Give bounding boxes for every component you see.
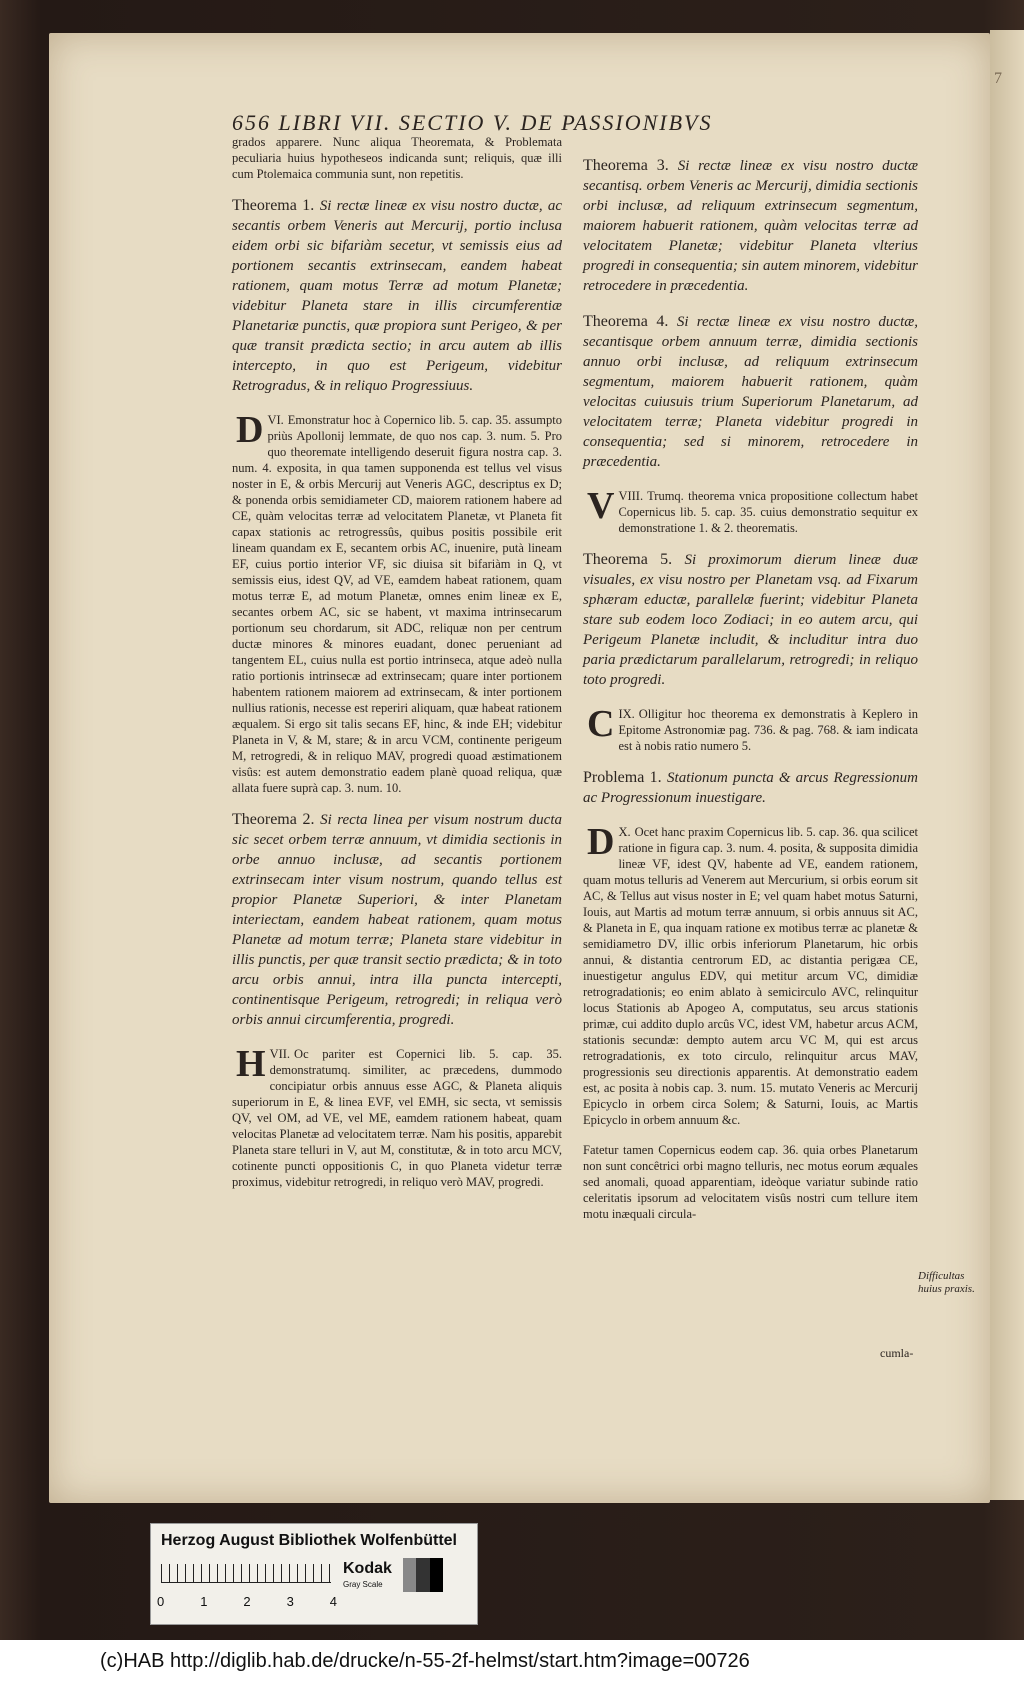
- drop-cap: C: [587, 703, 615, 745]
- paragraph-number: IX.: [618, 707, 635, 721]
- paragraph-number: VII.: [269, 1047, 291, 1061]
- numbered-paragraph: [583, 485, 918, 536]
- drop-cap: D: [236, 409, 264, 451]
- theorem-text: Stationum puncta & arcus Regressionum ac Progressionum inuestigare.: [583, 770, 918, 806]
- paragraph-number: VIII.: [618, 489, 644, 503]
- scale-ruler: [161, 1564, 331, 1583]
- ruler-tick-label: 1: [200, 1594, 208, 1609]
- body-text: grados apparere. Nunc aliqua Theoremata, & Problemata peculiaria huius hypotheseos indicanda sunt; reliquis, quæ illi cum Ptolemaica communia sunt, non repetitis.: [232, 135, 562, 181]
- theorem-block: [583, 550, 918, 690]
- ruler-tick-label: 4: [329, 1594, 337, 1609]
- adjacent-page-edge: 7: [990, 30, 1024, 1500]
- footer-bar: [0, 1640, 1024, 1684]
- right-column: [583, 156, 918, 1236]
- paragraph-number: VI.: [267, 413, 284, 427]
- catchword: cumla-: [880, 1346, 914, 1360]
- paragraph-text: Oc pariter est Copernici lib. 5. cap. 35. demonstratumq. similiter, ac præcedens, dummodo concipiatur orbis annuus esse AGC, & Planeta aliquis superiorum in E, & linea EVF, vel EMH, sic secta, vt semissis QV, vel OM, ad VE, vel ME, eamdem rationem habeat, quam velocitas Planetæ ad velocitatem terræ. Nam his positis, apparebit Planeta stare telluri in V, aut M, constitutæ, & in toto arcu MCV, cotinente puncti oppositionis C, in quo Planeta videtur terræ proximus, videbitur retrogredi, in reliquo verò MAV, progredi.: [232, 1047, 562, 1189]
- theorem-label: Problema 1.: [583, 769, 668, 786]
- numbered-paragraph: [583, 703, 918, 754]
- ruler-ticks: [157, 1594, 337, 1609]
- kodak-logo: Kodak: [343, 1560, 392, 1577]
- paragraph-number: X.: [618, 825, 631, 839]
- footer-url: (c)HAB http://diglib.hab.de/drucke/n-55-2f-helmst/start.htm?image=00726: [100, 1650, 750, 1672]
- gray-swatches: [403, 1558, 443, 1592]
- theorem-label: Theorema 5.: [583, 551, 685, 568]
- theorem-text: Si rectæ lineæ ex visu nostro ductæ, secantisque orbem annuum terræ, dimidia sectionis annuo orbi inclusæ, ad reliquum extrinsecum segmentum, maiorem habuerit rationem, quàm velocitas cuiusuis trium Superiorum Planetarum, ad velocitatem terræ; Planeta videbitur progredi in consequentia; sed si minorem, retrocedere in præcedentia.: [583, 314, 918, 470]
- theorem-label: Theorema 4.: [583, 313, 677, 330]
- drop-cap: D: [587, 821, 615, 863]
- theorem-label: Theorema 3.: [583, 157, 678, 174]
- theorem-text: Si rectæ lineæ ex visu nostro ductæ, ac secantis orbem Veneris aut Mercurij, portio inclusa eidem orbi sic bifariàm secetur, vt semissis eius ad portionem secantis extrinsecam, eandem habeat rationem, quam motus Terræ ad motum Planetæ; videbitur Planeta stare in illis circumferentiæ Planetariæ punctis, quæ propiora sunt Perigeo, & per quæ transit prædicta sectio; in arcu autem ab illis intercepto, in quo est Perigeum, videbitur Retrogradus, & in reliquo Progressiuus.: [232, 198, 562, 394]
- numbered-paragraph: [583, 821, 918, 1128]
- paragraph-text: Trumq. theorema vnica propositione collectum habet Copernicus lib. 5. cap. 35. cuius demonstratio sequitur ex demonstratione 1. & 2. theorematis.: [618, 489, 918, 535]
- numbered-paragraph: [232, 1043, 562, 1190]
- theorem-text: Si proximorum dierum lineæ duæ visuales, ex visu nostro per Planetam vsq. ad Fixarum sphæram eductæ, parallelæ fuerint; videbitur Planeta stare sub eodem loco Zodiaci; in eo autem arcu, qui Perigeum Planetæ includit, & includitur intra duo paria prædictarum parallelarum, retrogredi; in reliquo toto progredi.: [583, 552, 918, 688]
- theorem-block: [583, 312, 918, 472]
- ruler-tick-label: 0: [157, 1594, 165, 1609]
- ruler-tick-label: 3: [286, 1594, 294, 1609]
- running-head: 656 LIBRI VII. SECTIO V. DE PASSIONIBVS: [232, 110, 713, 135]
- theorem-block: [583, 156, 918, 296]
- theorem-label: Theorema 1.: [232, 197, 320, 214]
- drop-cap: H: [236, 1043, 266, 1085]
- drop-cap: V: [587, 485, 615, 527]
- left-column: [232, 134, 562, 1204]
- numbered-paragraph: [232, 409, 562, 796]
- paragraph-text: Emonstratur hoc à Copernico lib. 5. cap. 35. assumpto priùs Apollonij lemmate, de quo nos cap. 3. num. 5. Pro quo theoremate intelligendo deseruit figura nostra cap. 3. num. 4. exposita, in qua tamen supponenda est tellus vel visus noster in E, & orbis Mercurij aut Veneris AGC, descriptus ex D; & ponenda orbis semidiameter CD, maiorem rationem habere ad CE, quàm velocitas terræ ad velocitatem Planetæ, vt Planeta fit capax stationis ac retrogressûs, quibus positis possibile erit lineam quandam ex E, secantem orbis AC, inuenire, putà lineam EF, cuius portio interior VF, sic diuisa sit bifariàm in Q, vt semissis eius, idest QV, ad VE, eamdem habeat rationem, quam motus terræ E, ad motum Planetæ, omnes enim lineæ ex E, secantes orbem AC, sic se habent, vt maxima intrinsecarum portionum seu chordarum, sit ADC, reliquæ non per centrum ductæ minores & minores euadant, donec perueniant ad tangentem EL, cuius nulla est portio intrinseca, atque adeò nulla ratio portionis intrinsecæ ad extrinsecam; quare inter portionem habentem rationem maiorem ad extrinsecam, & inter portionem nullius rationis, necesse est reperiri aliquam, quæ habeat rationem æqualem. Si ergo sit talis secans EF, hinc, & inde EH; videbitur Planeta in V, & M, stare; & in arcu VCM, continente perigeum M, retrogredi, & in reliquo MAV, progredi quoad æstimationem visûs: est autem demonstratio eadem planè quoad reliqua, quæ allata fuere suprà cap. 3. num. 10.: [232, 413, 562, 795]
- paragraph-text: Olligitur hoc theorema ex demonstratis à Keplero in Epitome Astronomiæ pag. 736. & pag. 768. & iam indicata est à nobis ratio numero 5.: [618, 707, 918, 753]
- body-text: Fatetur tamen Copernicus eodem cap. 36. quia orbes Planetarum non sunt concêtrici orbi magno telluris, nec motus eorum æquales sed anomali, quoad apparentiam, ideòque variatur subinde ratio celeritatis ipsorum ad velocitatem visûs nostri cum tellure item motu inæquali circula-: [583, 1143, 918, 1221]
- theorem-block: [232, 196, 562, 396]
- paragraph-text: Ocet hanc praxim Copernicus lib. 5. cap. 36. qua scilicet ratione in figura cap. 3. num. 4. posita, & supposita dimidia lineæ VF, idest QV, habente ad VE, eandem rationem, quam motus telluris ad Venerem aut Mercurium, si orbis eorum sit AC, & Tellus aut visus noster in E; vel quam habet motus Saturni, Iouis, aut Martis ad motum terræ annuum, si orbis annuus sit AC, & Planeta in E, qua inquam ratione ex motibus terræ ac planetæ & semidiametro DV, illic orbis inferiorum Planetarum, hic orbis annui, & distantia centrorum ED, ac distantia perigæa CE, inuestigetur angulus EDV, qui metitur arcum VC, dimidiæ retrogradationis; eo enim ablato à semicirculo AVC, relinquitur locus Stationis ab Apogeo A, computatus, seu arcus stationis primæ, cui addito duplo arcûs VC, idest VM, habetur arcus ACM, stationis secundæ: dempto autem arcu VC M, qui est arcus retrogradationis, ex toto circulo, relinquitur arcus MAV, progressionis seu directionis apparentis. At demonstratio eadem est, ac posita à nobis cap. 3. num. 15. mutato Veneris ac Mercurij Epicyclo in orbem circa Solem; & Saturni, Iouis, ac Martis Epicyclo in orbem annuum &c.: [583, 825, 918, 1127]
- ruler-tick-label: 2: [243, 1594, 251, 1609]
- margin-note: Difficultas huius praxis.: [918, 1270, 975, 1295]
- theorem-label: Theorema 2.: [232, 811, 321, 828]
- theorem-text: Si rectæ lineæ ex visu nostro ductæ secantisq. orbem Veneris ac Mercurij, dimidia sectionis orbi inclusæ, ad reliquum extrinsecum segmentum, maiorem habuerit rationem, quàm velocitas terræ ad velocitatem Planetæ; videbitur Planeta vlterius progredi in consequentia; sin autem minorem, videbitur retrocedere in præcedentia.: [583, 158, 918, 294]
- theorem-block: [232, 810, 562, 1030]
- gray-scale-label: Gray Scale: [343, 1580, 383, 1589]
- library-name: Herzog August Bibliothek Wolfenbüttel: [161, 1532, 457, 1549]
- theorem-text: Si recta linea per visum nostrum ducta sic secet orbem terræ annuum, vt dimidia sectionis in orbe annuo inclusæ, ad secantis portionem extrinsecam inter visum nostrum, quando tellus est propior Planetæ Superiori, & inter Planetam interiectam, eandem habeat rationem, quam motus Planetæ ad motum terræ; Planeta stare videbitur in illis punctis, per quæ transit sectio prædicta; & in toto arcu orbis annui, intra illa puncta intercepti, continentisque Perigeum, retrogredi; in reliqua verò orbis annui circumferentia, progredi.: [232, 812, 562, 1028]
- library-label-card: [150, 1523, 478, 1625]
- theorem-block: [583, 768, 918, 808]
